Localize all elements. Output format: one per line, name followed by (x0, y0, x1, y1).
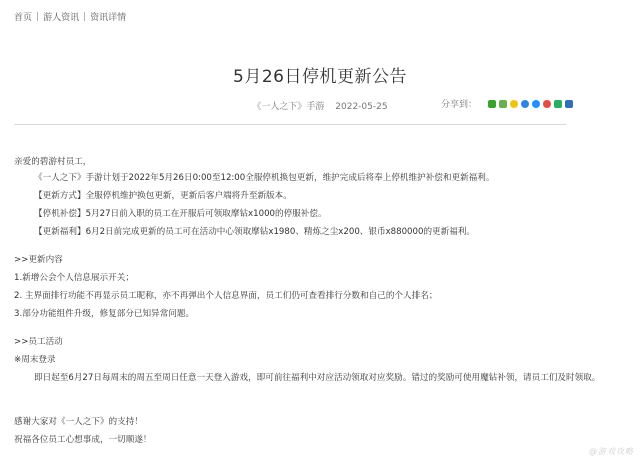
weibo-icon[interactable] (543, 100, 551, 108)
breadcrumb-separator: | (83, 11, 87, 22)
header-divider (14, 124, 566, 125)
greeting: 亲爱的碧游村员工， (14, 157, 92, 167)
paragraph: 【更新福利】6月2日前完成更新的员工可在活动中心领取摩钻x1980、精炼之尘x200、银币x880000的更新福利。 (34, 227, 476, 237)
breadcrumb-separator: | (36, 11, 40, 22)
share-bar (441, 97, 573, 110)
list-item: 2. 主界面排行功能不再显示员工昵称，亦不再弹出个人信息界面，员工们仍可查看排行分数和自己的个人排名； (14, 291, 438, 301)
article-source: 《一人之下》手游 (252, 102, 325, 112)
subheading: ※周末登录 (14, 355, 56, 365)
list-item: 1.新增公会个人信息展示开关； (14, 273, 134, 283)
paragraph: 【更新方式】全服停机维护换包更新，更新后客户端将升至新版本。 (34, 191, 292, 201)
section-heading: >>员工活动 (14, 337, 63, 347)
share-label: 分享到： (441, 100, 478, 110)
watermark: @游戏攻略 (589, 447, 634, 456)
article-date: 2022-05-25 (335, 102, 388, 112)
breadcrumb-home-link[interactable]: 首页 (14, 13, 33, 23)
breadcrumb (14, 10, 126, 23)
wechat-icon[interactable] (488, 100, 496, 108)
closing-thanks: 感谢大家对《一人之下》的支持！ (14, 417, 143, 427)
page-title: 5月26日停机更新公告 (233, 67, 407, 87)
qq-icon[interactable] (532, 100, 540, 108)
breadcrumb-news-link[interactable]: 游人资讯 (43, 13, 80, 23)
paragraph: 《一人之下》手游计划于2022年5月26日0:00至12:00全服停机换包更新，维护完成后将奉上停机维护补偿和更新福利。 (34, 173, 495, 183)
moments-icon[interactable] (499, 100, 507, 108)
section-heading: >>更新内容 (14, 255, 63, 265)
breadcrumb-current: 资讯详情 (90, 13, 127, 23)
closing-wish: 祝福各位员工心想事成，一切顺遂！ (14, 435, 152, 445)
more-icon[interactable] (565, 100, 573, 108)
douban-icon[interactable] (554, 100, 562, 108)
paragraph: 即日起至6月27日每周末的周五至周日任意一天登入游戏，即可前往福利中对应活动领取对应奖励。错过的奖励可使用魔钻补领，请员工们及时领取。 (34, 373, 601, 383)
paragraph: 【停机补偿】5月27日前入职的员工在开服后可领取摩钻x1000的停服补偿。 (34, 209, 327, 219)
star-icon[interactable] (521, 100, 529, 108)
list-item: 3.部分功能组件升级，修复部分已知异常问题。 (14, 309, 195, 319)
qzone-icon[interactable] (510, 100, 518, 108)
